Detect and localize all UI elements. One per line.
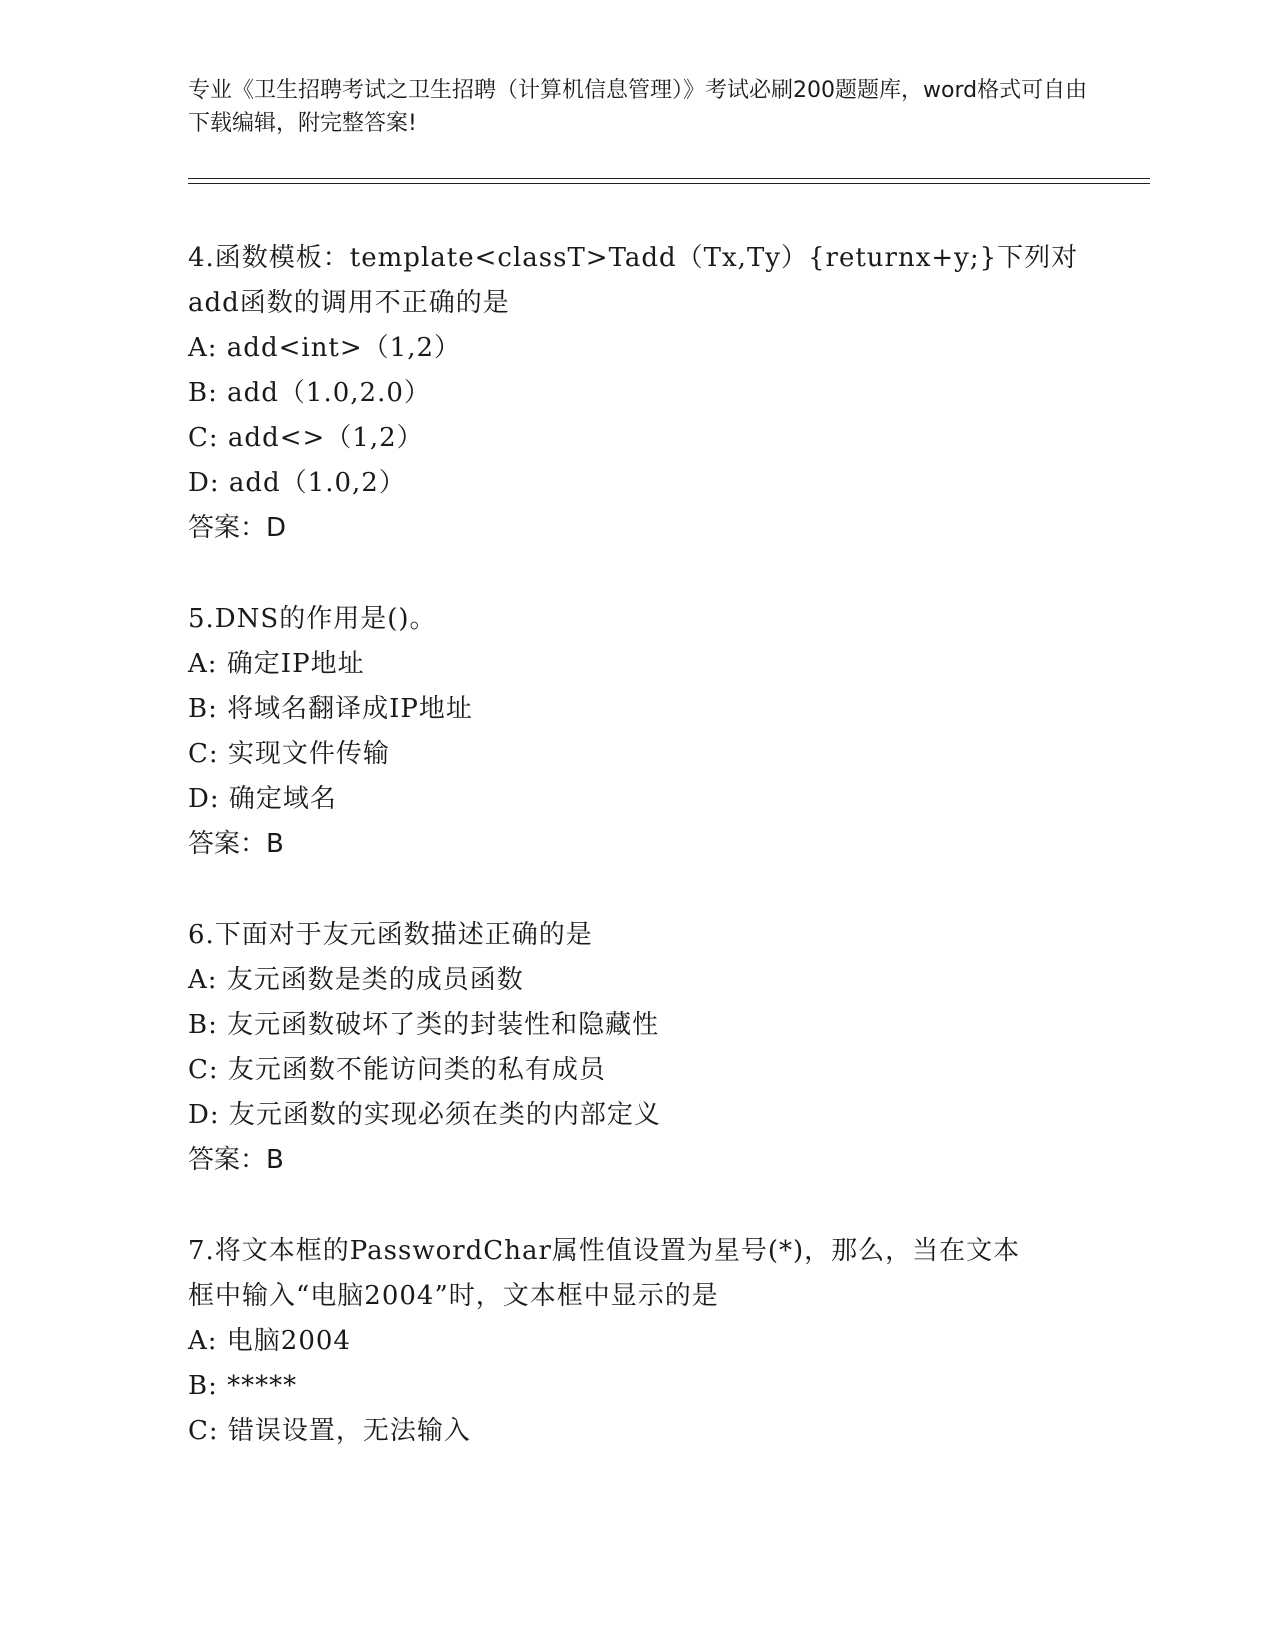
question-text: 7.将文本框的PasswordChar属性值设置为星号(*)，那么，当在文本 框中输入“电脑2004”时，文本框中显示的是 — [188, 1236, 1021, 1311]
option-c: C: 实现文件传输 — [188, 739, 390, 769]
question-text: 5.DNS的作用是()。 — [188, 604, 437, 634]
question-list — [188, 236, 1088, 1500]
option-a: A: 电脑2004 — [188, 1326, 351, 1356]
option-c: C: add<>（1,2） — [188, 423, 424, 453]
option-b: B: 友元函数破坏了类的封装性和隐藏性 — [188, 1010, 660, 1040]
header-divider-top — [188, 178, 1150, 179]
option-a: A: 确定IP地址 — [188, 649, 365, 679]
question-7 — [188, 1229, 1088, 1454]
option-d: D: 友元函数的实现必须在类的内部定义 — [188, 1100, 661, 1130]
header-text: 专业《卫生招聘考试之卫生招聘（计算机信息管理）》考试必刷200题题库，word格式可自由下载编辑，附完整答案! — [188, 78, 1088, 136]
document-header — [188, 74, 1088, 140]
question-5 — [188, 597, 1088, 867]
question-text: 4.函数模板：template<classT>Tadd（Tx,Ty）{returnx+y;}下列对 add函数的调用不正确的是 — [188, 243, 1079, 318]
option-d: D: 确定域名 — [188, 784, 337, 814]
option-b: B: add（1.0,2.0） — [188, 378, 431, 408]
header-divider-bottom — [188, 183, 1150, 184]
option-a: A: 友元函数是类的成员函数 — [188, 965, 524, 995]
option-c: C: 错误设置，无法输入 — [188, 1416, 471, 1446]
question-6 — [188, 913, 1088, 1183]
question-text: 6.下面对于友元函数描述正确的是 — [188, 920, 593, 950]
answer-label: 答案：B — [188, 829, 284, 859]
option-c: C: 友元函数不能访问类的私有成员 — [188, 1055, 606, 1085]
option-b: B: ***** — [188, 1371, 298, 1401]
question-4 — [188, 236, 1088, 551]
option-a: A: add<int>（1,2） — [188, 333, 462, 363]
answer-label: 答案：D — [188, 513, 287, 543]
answer-label: 答案：B — [188, 1145, 284, 1175]
option-b: B: 将域名翻译成IP地址 — [188, 694, 473, 724]
option-d: D: add（1.0,2） — [188, 468, 406, 498]
